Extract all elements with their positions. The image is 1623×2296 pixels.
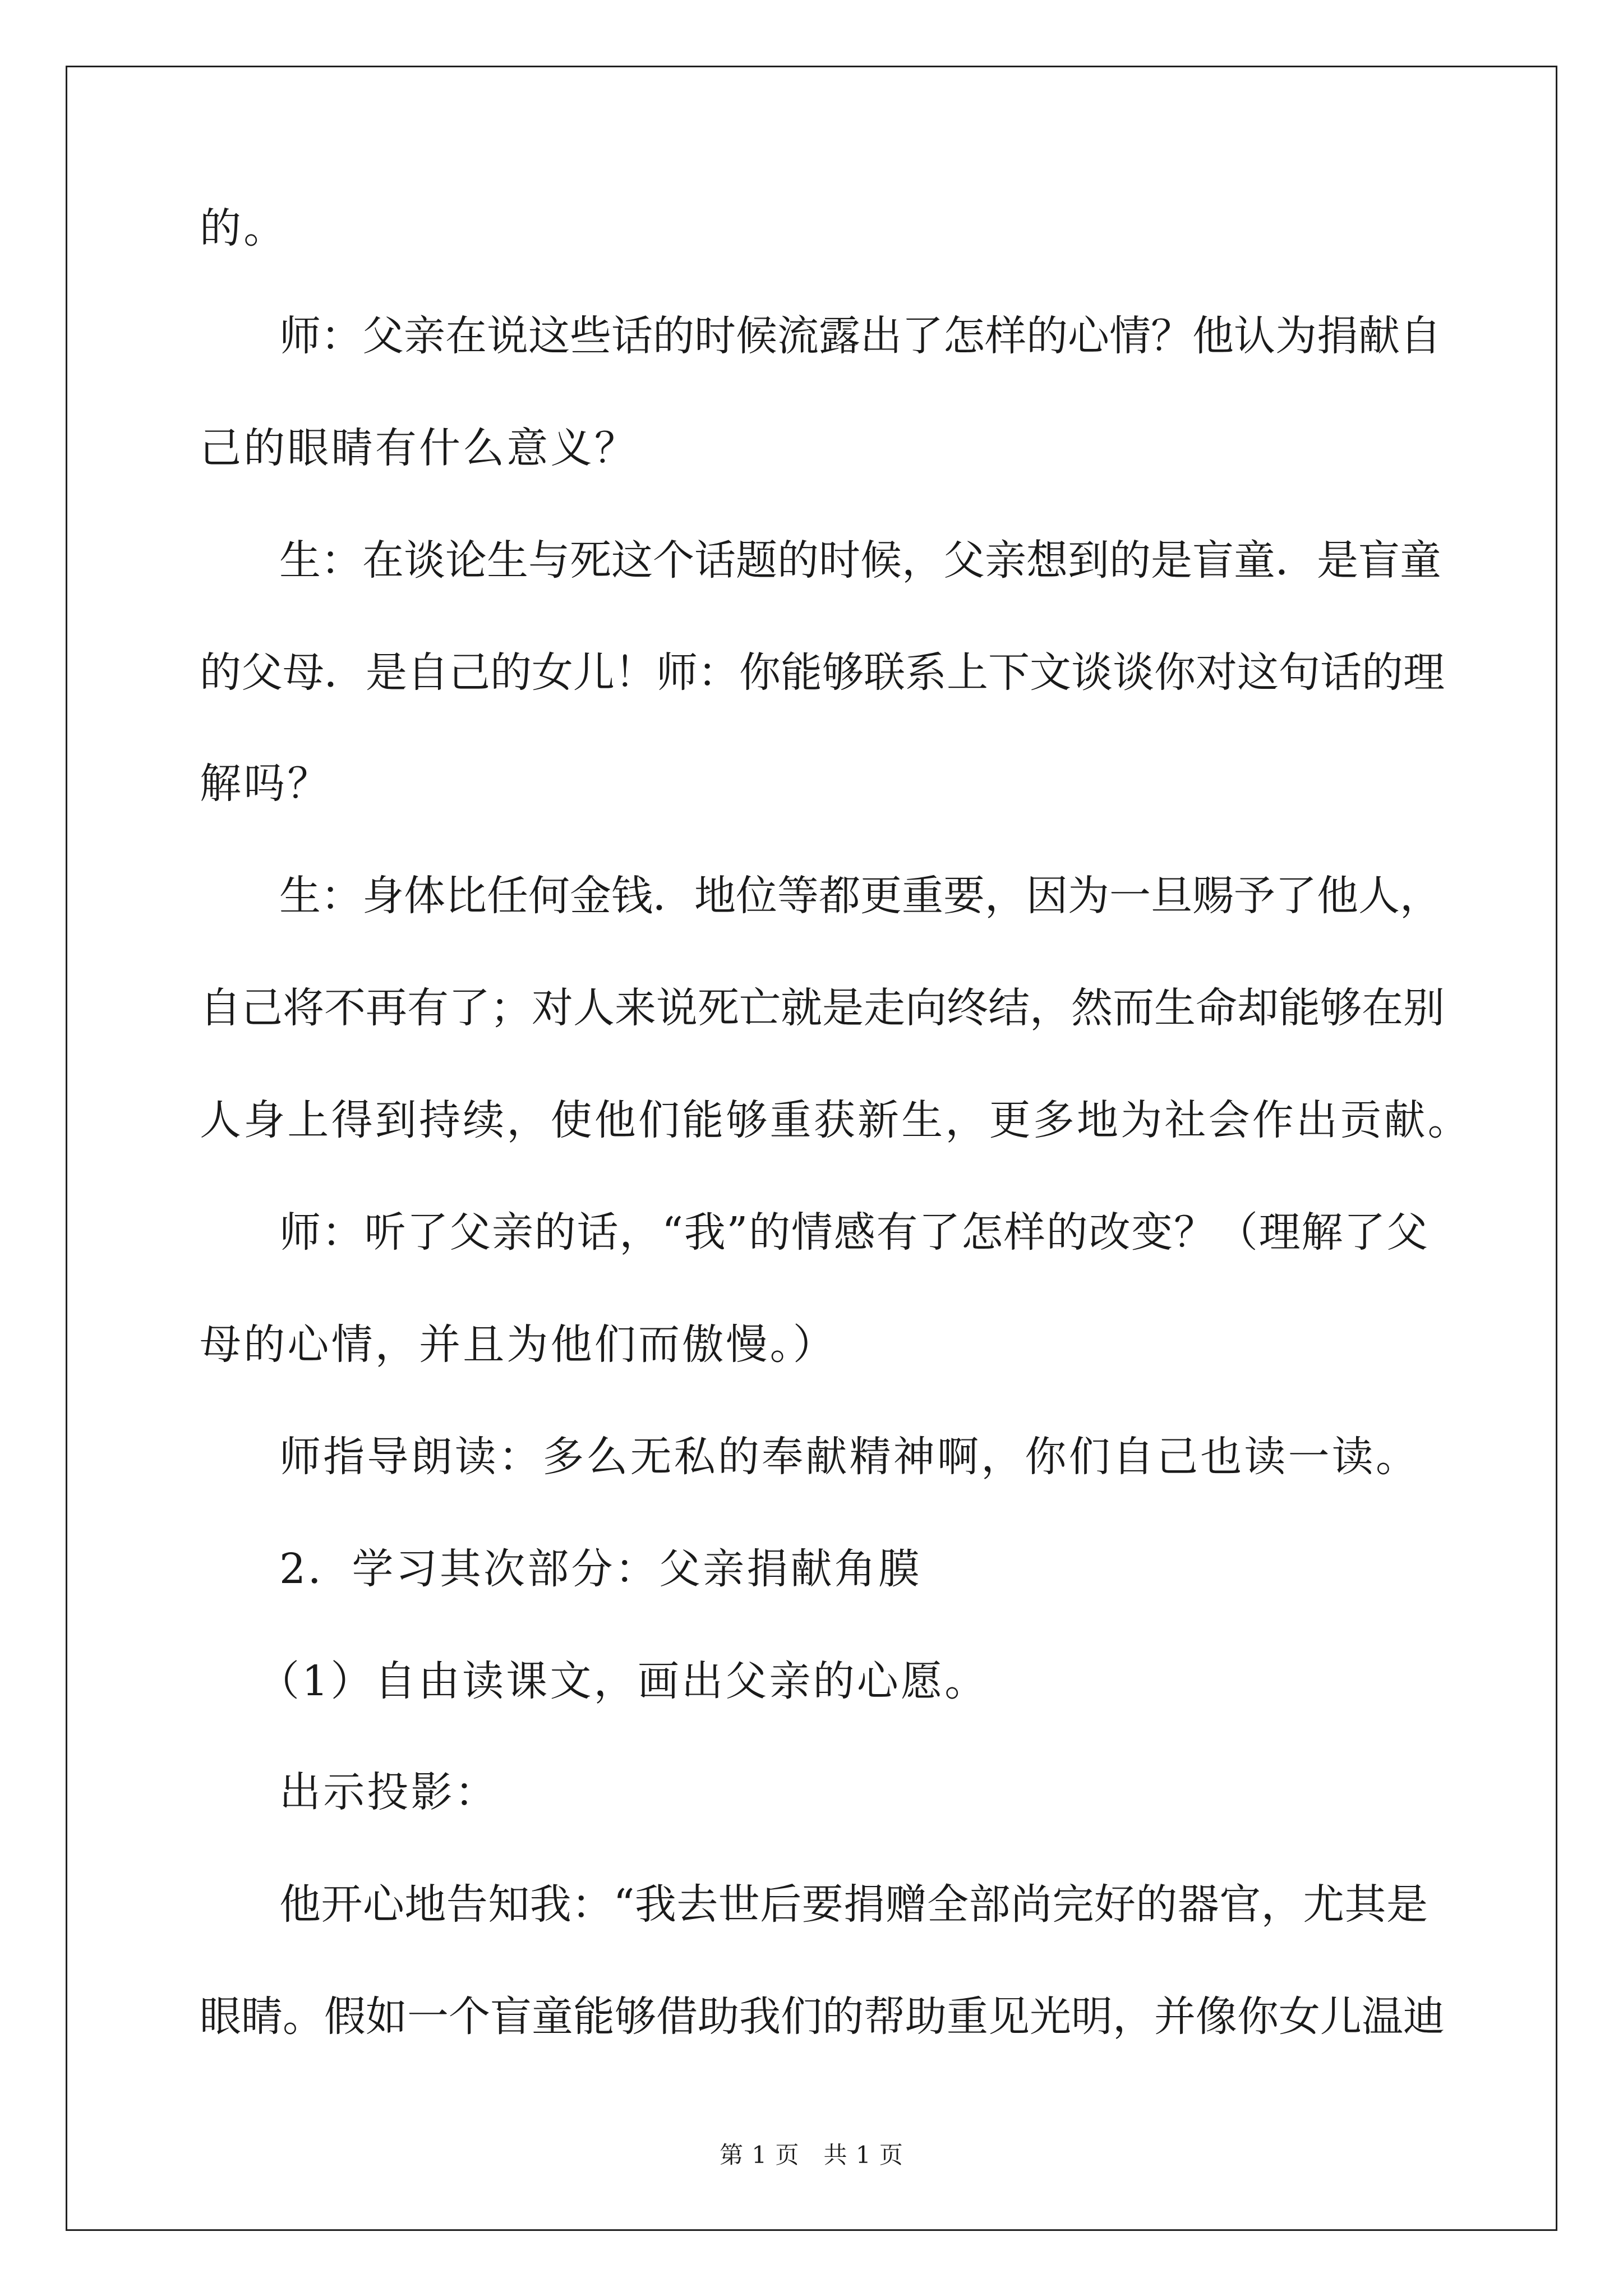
text-line: 己的眼睛有什么意义？ — [200, 424, 638, 472]
text-line: 师：父亲在说这些话的时候流露出了怎样的心情？他认为捐献自 — [279, 312, 1441, 360]
text-line: 生：在谈论生与死这个话题的时候，父亲想到的是盲童．是盲童 — [279, 536, 1441, 585]
text-line: 眼睛。假如一个盲童能够借助我们的帮助重见光明，并像你女儿温迪 — [200, 1993, 1445, 2041]
page-footer: 第 1 页 共 1 页 — [720, 2141, 903, 2169]
text-line: （1）自由读课文，画出父亲的心愿。 — [258, 1657, 989, 1705]
text-line: 师指导朗读：多么无私的奉献精神啊，你们自己也读一读。 — [279, 1433, 1420, 1481]
text-line: 他开心地告知我：“我去世后要捐赠全部尚完好的器官，尤其是 — [279, 1880, 1428, 1929]
text-line: 生：身体比任何金钱．地位等都更重要，因为一旦赐予了他人， — [279, 872, 1441, 920]
text-line: 的。 — [200, 204, 288, 252]
text-line: 解吗？ — [200, 760, 331, 808]
text-line: 出示投影： — [279, 1768, 499, 1816]
text-line: 母的心情，并且为他们而傲慢。） — [200, 1320, 837, 1369]
text-line: 人身上得到持续，使他们能够重获新生，更多地为社会作出贡献。 — [200, 1096, 1472, 1144]
text-line: 的父母．是自己的女儿！师：你能够联系上下文谈谈你对这句话的理 — [200, 648, 1445, 697]
text-line: 自己将不再有了；对人来说死亡就是走向终结，然而生命却能够在别 — [200, 984, 1445, 1032]
text-line: 师：听了父亲的话，“我”的情感有了怎样的改变？（理解了父 — [279, 1208, 1428, 1257]
text-line: 2．学习其次部分：父亲捐献角膜 — [279, 1545, 923, 1593]
